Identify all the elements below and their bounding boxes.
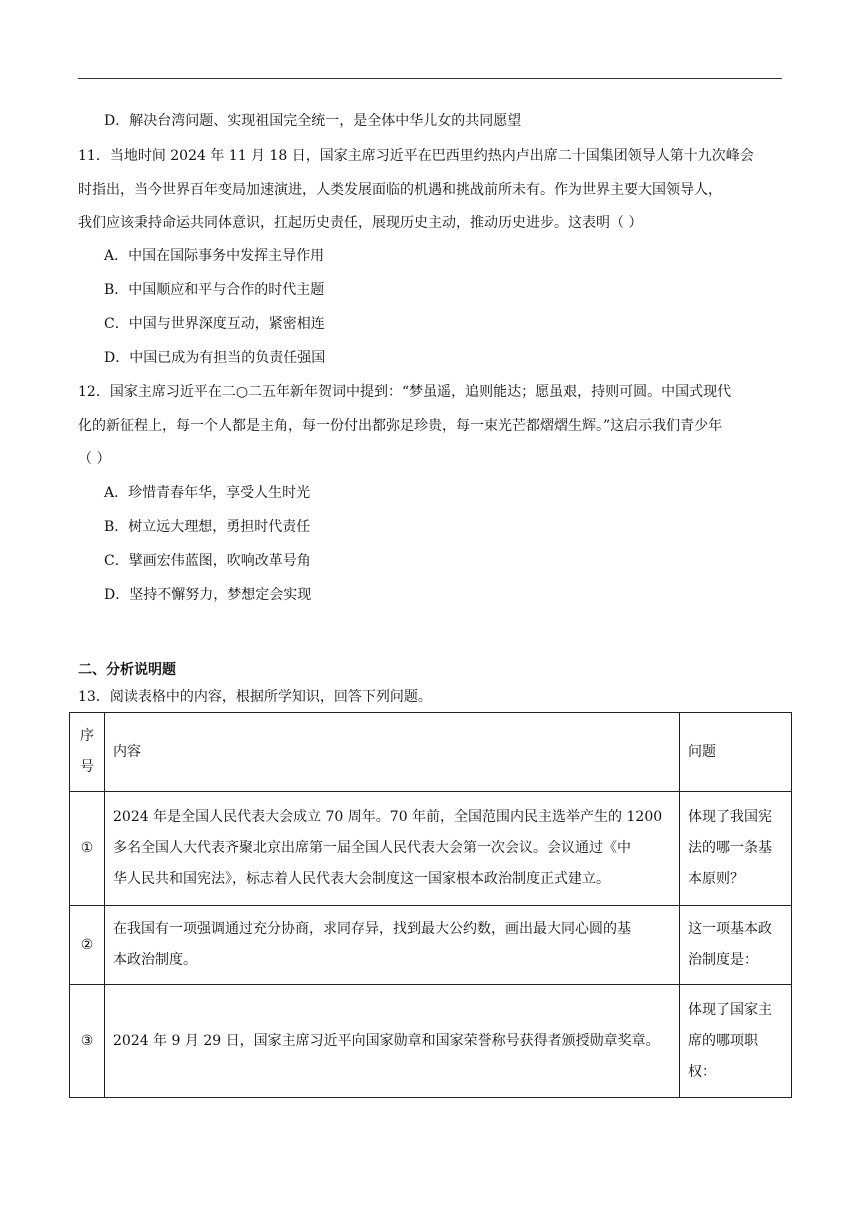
row-content-line: 在我国有一项强调通过充分协商，求同存异，找到最大公约数，画出最大同心圆的基 bbox=[113, 921, 631, 937]
q11-option-a: A．中国在国际事务中发挥主导作用 bbox=[104, 248, 325, 264]
q12-option-a: A．珍惜青春年华，享受人生时光 bbox=[104, 485, 311, 501]
table-row bbox=[70, 792, 792, 906]
row-question-line: 法的哪一条基 bbox=[688, 840, 772, 856]
q11-stem-line-1: 11．当地时间 2024 年 11 月 18 日，国家主席习近平在巴西里约热内卢出席二十国集团领导人第十九次峰会 bbox=[78, 148, 754, 164]
row-question-line: 这一项基本政 bbox=[688, 921, 772, 937]
header-num bbox=[70, 713, 105, 792]
q11-stem-line-2: 时指出，当今世界百年变局加速演进，人类发展面临的机遇和挑战前所未有。作为世界主要大国领导人， bbox=[78, 182, 722, 198]
row-question bbox=[680, 906, 792, 985]
row-question-line: 体现了我国宪 bbox=[688, 809, 772, 825]
row-content-line: 2024 年是全国人民代表大会成立 70 周年。70 年前，全国范围内民主选举产生的 1200 bbox=[113, 809, 663, 825]
header-content: 内容 bbox=[105, 713, 680, 792]
q11-stem-line-3: 我们应该秉持命运共同体意识，扛起历史责任，展现历史主动，推动历史进步。这表明（ ） bbox=[78, 215, 643, 231]
row-content bbox=[105, 906, 680, 985]
q10-option-d: D．解决台湾问题、实现祖国完全统一，是全体中华儿女的共同愿望 bbox=[104, 113, 522, 129]
q11-option-b: B．中国顺应和平与合作的时代主题 bbox=[104, 282, 325, 298]
q11-option-c: C．中国与世界深度互动，紧密相连 bbox=[104, 316, 325, 332]
q11-option-d: D．中国已成为有担当的负责任强国 bbox=[104, 350, 326, 366]
q12-option-c: C．擘画宏伟蓝图，吹响改革号角 bbox=[104, 553, 311, 569]
q12-stem-line-2: 化的新征程上，每一个人都是主角，每一份付出都弥足珍贵，每一束光芒都熠熠生辉。”这启示我们青少年 bbox=[78, 418, 723, 434]
q12-stem-line-1: 12．国家主席习近平在二○二五年新年贺词中提到：“梦虽遥，追则能达；愿虽艰，持则可圆。中国式现代 bbox=[78, 384, 732, 400]
q12-option-b: B．树立远大理想，勇担时代责任 bbox=[104, 519, 311, 535]
row-num: ① bbox=[70, 792, 105, 906]
row-content-line: 本政治制度。 bbox=[113, 952, 197, 968]
row-question-line: 体现了国家主 bbox=[688, 1001, 772, 1018]
table-header-row bbox=[70, 713, 792, 792]
row-num: ② bbox=[70, 906, 105, 985]
row-question bbox=[680, 985, 792, 1098]
header-num-line-2: 号 bbox=[80, 759, 94, 775]
row-content-line: 华人民共和国宪法》，标志着人民代表大会制度这一国家根本政治制度正式建立。 bbox=[113, 871, 610, 887]
q12-option-d: D．坚持不懈努力，梦想定会实现 bbox=[104, 587, 312, 603]
row-question bbox=[680, 792, 792, 906]
row-num: ③ bbox=[70, 985, 105, 1098]
row-question-line: 本原则？ bbox=[688, 871, 744, 887]
header-question: 问题 bbox=[680, 713, 792, 792]
q13-stem: 13．阅读表格中的内容，根据所学知识，回答下列问题。 bbox=[78, 689, 432, 705]
row-content: 2024 年 9 月 29 日，国家主席习近平向国家勋章和国家荣誉称号获得者颁授勋章奖章。 bbox=[105, 985, 680, 1098]
table-row bbox=[70, 985, 792, 1098]
q12-stem-line-3: （ ） bbox=[78, 451, 111, 467]
table-row bbox=[70, 906, 792, 985]
row-question-line: 席的哪项职 bbox=[688, 1032, 758, 1049]
row-question-line: 治制度是： bbox=[688, 952, 758, 968]
row-content bbox=[105, 792, 680, 906]
q13-table bbox=[69, 712, 792, 1098]
header-num-line-1: 序 bbox=[80, 728, 94, 744]
row-question-line: 权： bbox=[688, 1063, 716, 1080]
row-content-line: 多名全国人大代表齐聚北京出席第一届全国人民代表大会第一次会议。会议通过《中 bbox=[113, 840, 631, 856]
section-title: 二、分析说明题 bbox=[78, 662, 176, 678]
header-rule bbox=[78, 78, 782, 79]
